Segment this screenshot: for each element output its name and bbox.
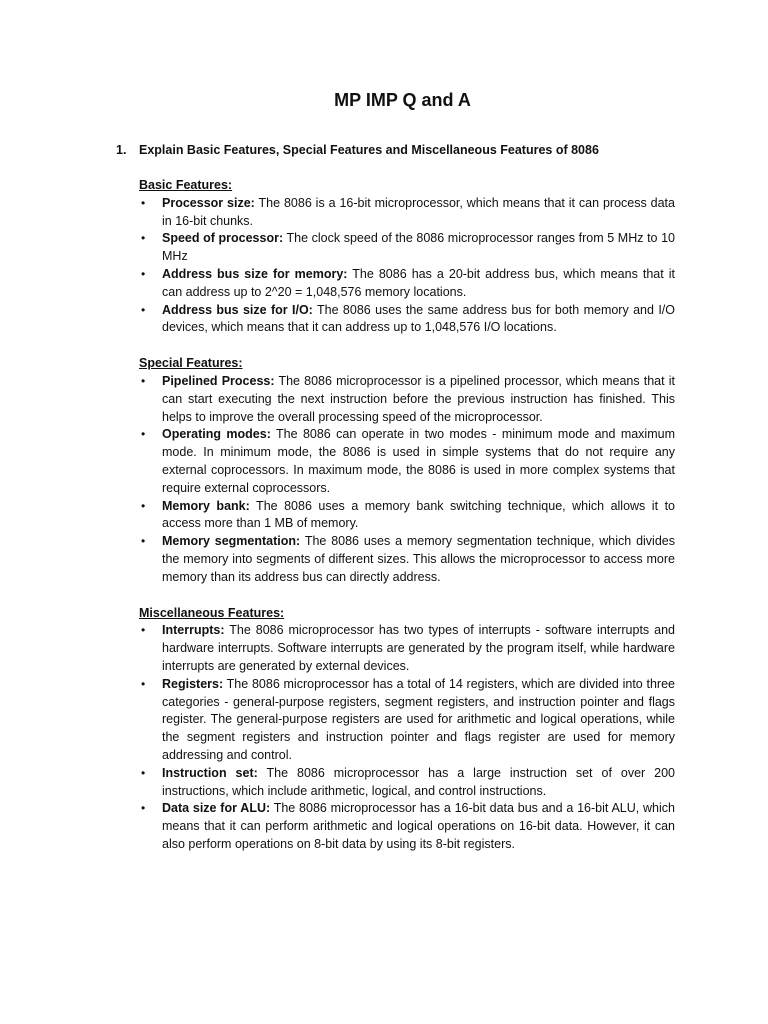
item-term: Processor size: bbox=[162, 195, 255, 210]
item-text: The 8086 is a 16-bit microprocessor, which means that it can process data in 16-bit chunks. bbox=[162, 195, 675, 228]
section-basic-features bbox=[139, 177, 675, 337]
item-term: Pipelined Process: bbox=[162, 373, 275, 388]
section-heading: Special Features: bbox=[139, 356, 243, 371]
item-text: The 8086 microprocessor has two types of interrupts - software interrupts and hardware interrupts. Software interrupts are generated by the program itself, while hardware interrupts are generated by external devices. bbox=[162, 623, 675, 673]
question-number: 1. bbox=[116, 143, 127, 157]
list-item bbox=[139, 498, 675, 534]
item-text: The 8086 microprocessor has a large instruction set of over 200 instructions, which include arithmetic, logical, and control instructions. bbox=[162, 765, 675, 798]
bullet-icon: • bbox=[141, 623, 146, 638]
bullet-icon: • bbox=[141, 765, 146, 780]
bullet-icon: • bbox=[141, 373, 146, 388]
item-term: Address bus size for memory: bbox=[162, 266, 348, 281]
bullet-icon: • bbox=[141, 801, 146, 816]
section-special-features bbox=[139, 355, 675, 586]
item-term: Memory segmentation: bbox=[162, 534, 301, 549]
list-item bbox=[139, 426, 675, 497]
question-heading bbox=[116, 142, 675, 159]
list-item bbox=[139, 676, 675, 765]
bullet-list bbox=[139, 373, 675, 587]
bullet-icon: • bbox=[141, 231, 146, 246]
list-item bbox=[139, 302, 675, 338]
item-text: The 8086 can operate in two modes - minimum mode and maximum mode. In minimum mode, the 8086 is used in simple systems that do not require any external coprocessors. In maximum mode, the 8086 is used in more complex systems that require external coprocessors. bbox=[162, 427, 675, 495]
list-item bbox=[139, 800, 675, 853]
bullet-list bbox=[139, 622, 675, 853]
question-text: Explain Basic Features, Special Features and Miscellaneous Features of 8086 bbox=[139, 143, 599, 157]
item-text: The 8086 has a 20-bit address bus, which means that it can address up to 2^20 = 1,048,576 memory locations. bbox=[162, 266, 676, 299]
bullet-icon: • bbox=[141, 195, 146, 210]
list-item bbox=[139, 195, 675, 231]
item-text: The 8086 uses the same address bus for both memory and I/O devices, which means that it can address up to 1,048,576 I/O locations. bbox=[162, 302, 675, 335]
bullet-icon: • bbox=[141, 427, 146, 442]
item-term: Speed of processor: bbox=[162, 231, 284, 246]
item-term: Operating modes: bbox=[162, 427, 271, 442]
list-item bbox=[139, 533, 675, 586]
item-term: Instruction set: bbox=[162, 765, 258, 780]
section-heading: Basic Features: bbox=[139, 178, 233, 192]
bullet-icon: • bbox=[141, 534, 146, 549]
bullet-icon: • bbox=[141, 676, 146, 691]
bullet-icon: • bbox=[141, 266, 146, 281]
list-item bbox=[139, 622, 675, 675]
item-text: The 8086 microprocessor has a total of 14 registers, which are divided into three categories - general-purpose registers, segment registers, and instruction pointer and flags register. The general-purpose registers are used for arithmetic and logical operations, while the segment registers and instruction pointer and flags register are used for memory addressing and control. bbox=[162, 676, 675, 762]
bullet-icon: • bbox=[141, 302, 146, 317]
item-text: The clock speed of the 8086 microprocessor ranges from 5 MHz to 10 MHz bbox=[162, 231, 675, 264]
bullet-list bbox=[139, 195, 675, 337]
document-title: MP IMP Q and A bbox=[334, 90, 471, 110]
section-miscellaneous-features bbox=[139, 605, 675, 854]
item-term: Data size for ALU: bbox=[162, 801, 271, 816]
item-text: The 8086 uses a memory segmentation technique, which divides the memory into segments of different sizes. This allows the microprocessor to access more memory than its address bus can directly address. bbox=[162, 534, 675, 584]
list-item bbox=[139, 373, 675, 426]
item-term: Registers: bbox=[162, 676, 224, 691]
item-term: Interrupts: bbox=[162, 623, 225, 638]
list-item bbox=[139, 266, 675, 302]
item-text: The 8086 uses a memory bank switching technique, which allows it to access more than 1 MB of memory. bbox=[162, 498, 675, 531]
list-item bbox=[139, 230, 675, 266]
item-term: Memory bank: bbox=[162, 498, 250, 513]
list-item bbox=[139, 765, 675, 801]
item-text: The 8086 microprocessor has a 16-bit data bus and a 16-bit ALU, which means that it can perform arithmetic and logical operations on 16-bit data. However, it can also perform operations on 8-bit data by using its 8-bit registers. bbox=[162, 801, 675, 851]
bullet-icon: • bbox=[141, 498, 146, 513]
item-term: Address bus size for I/O: bbox=[162, 302, 313, 317]
item-text: The 8086 microprocessor is a pipelined processor, which means that it can start executing the next instruction before the previous instruction has finished. This helps to improve the overall processing speed of the microprocessor. bbox=[162, 373, 675, 424]
section-heading: Miscellaneous Features: bbox=[139, 605, 285, 620]
